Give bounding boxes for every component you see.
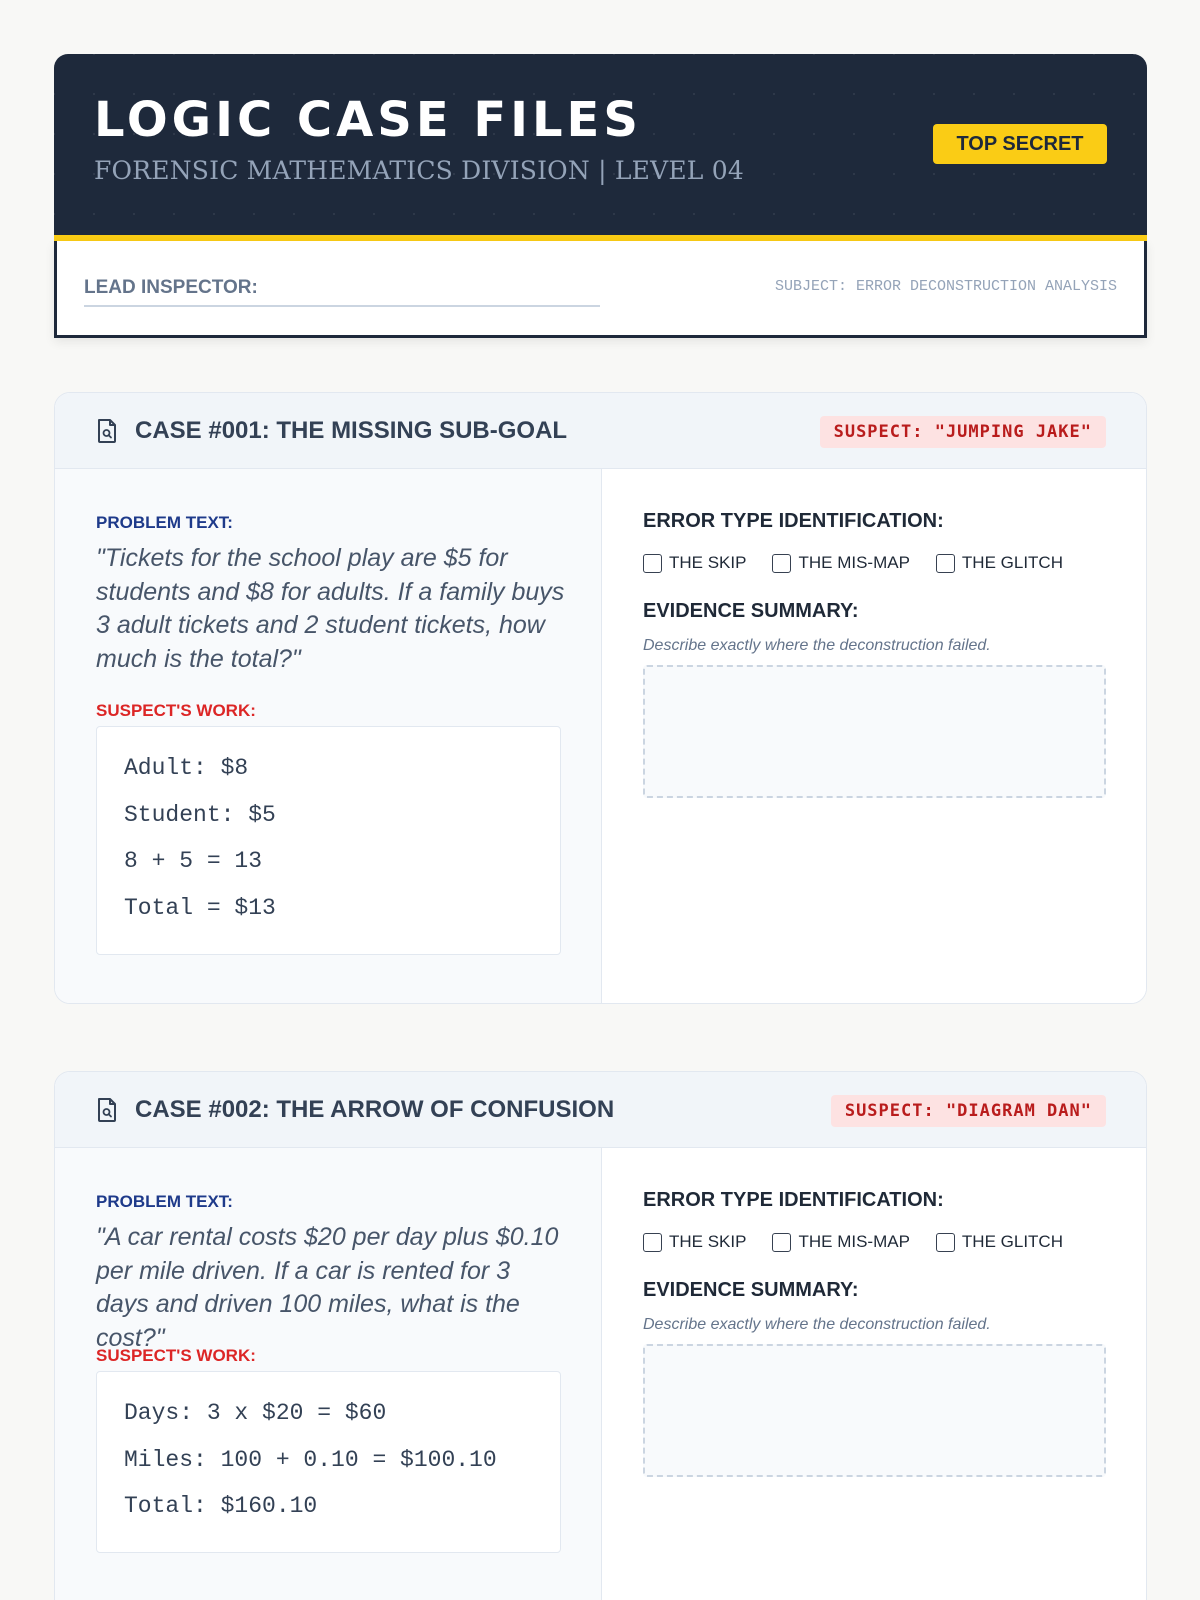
problem-panel [55,469,602,1003]
evidence-input[interactable] [643,665,1106,798]
evidence-summary-title: EVIDENCE SUMMARY: [643,1279,859,1301]
case-file-icon [97,419,117,443]
option-label: THE SKIP [669,1232,747,1251]
work-line: Miles: 100 + 0.10 = $100.10 [124,1446,497,1473]
lead-inspector-field[interactable] [84,305,600,307]
suspects-work-label: SUSPECT'S WORK: [96,1346,256,1365]
case-card-002 [54,1071,1147,1600]
evidence-hint: Describe exactly where the deconstruction failed. [643,637,991,654]
suspect-badge: SUSPECT: "JUMPING JAKE" [820,416,1106,448]
option-label: THE GLITCH [961,553,1063,572]
evidence-hint: Describe exactly where the deconstruction failed. [643,1316,991,1333]
case-header [55,1072,1146,1148]
top-secret-badge: TOP SECRET [933,124,1107,164]
suspects-work-box [96,1371,561,1553]
suspects-work-label: SUSPECT'S WORK: [96,701,256,720]
error-type-title: ERROR TYPE IDENTIFICATION: [643,1189,944,1211]
error-type-options [643,553,1089,573]
evidence-summary-title: EVIDENCE SUMMARY: [643,600,859,622]
lead-inspector-label: LEAD INSPECTOR: [84,277,258,298]
suspects-work-box [96,726,561,955]
case-file-icon [97,1098,117,1122]
option-the-skip[interactable] [643,553,746,573]
option-label: THE MIS-MAP [798,1232,910,1251]
problem-text: "Tickets for the school play are $5 for students and $8 for adults. If a family buys 3 adult tickets and 2 student tickets, how much is the total?" [96,544,565,673]
problem-panel [55,1148,602,1600]
option-label: THE SKIP [669,553,747,572]
suspect-badge: SUSPECT: "DIAGRAM DAN" [831,1095,1106,1127]
option-the-skip[interactable] [643,1232,746,1252]
page-subtitle: FORENSIC MATHEMATICS DIVISION | LEVEL 04 [94,156,744,185]
problem-text-label: PROBLEM TEXT: [96,1192,233,1211]
problem-text: "A car rental costs $20 per day plus $0.10 per mile driven. If a car is rented for 3 days and driven 100 miles, what is the cost?" [96,1223,559,1352]
option-label: THE GLITCH [961,1232,1063,1251]
checkbox[interactable] [772,1233,791,1252]
work-line: Total: $160.10 [124,1493,318,1519]
option-the-glitch[interactable] [936,1232,1063,1252]
case-title: CASE #002: THE ARROW OF CONFUSION [135,1096,615,1123]
work-line: Days: 3 x $20 = $60 [124,1400,387,1426]
problem-text-label: PROBLEM TEXT: [96,513,233,532]
error-type-title: ERROR TYPE IDENTIFICATION: [643,510,944,532]
option-the-glitch[interactable] [936,553,1063,573]
option-label: THE MIS-MAP [798,553,910,572]
work-line: 8 + 5 = 13 [124,848,263,874]
analysis-panel [602,469,1146,1003]
subject-text: SUBJECT: ERROR DECONSTRUCTION ANALYSIS [774,278,1117,295]
work-line: Student: $5 [124,801,276,828]
inspector-bar [54,241,1147,338]
page-title: LOGIC CASE FILES [94,92,642,148]
checkbox[interactable] [936,554,955,573]
analysis-panel [602,1148,1146,1600]
evidence-input[interactable] [643,1344,1106,1477]
case-header [55,393,1146,469]
error-type-options [643,1232,1089,1252]
work-line: Adult: $8 [124,755,249,781]
case-card-001 [54,392,1147,1004]
option-the-mis-map[interactable] [772,553,909,573]
work-line: Total = $13 [124,894,276,921]
checkbox[interactable] [772,554,791,573]
case-files-header [54,54,1147,241]
checkbox[interactable] [936,1233,955,1252]
option-the-mis-map[interactable] [772,1232,909,1252]
case-title: CASE #001: THE MISSING SUB-GOAL [135,417,568,444]
checkbox[interactable] [643,554,662,573]
checkbox[interactable] [643,1233,662,1252]
